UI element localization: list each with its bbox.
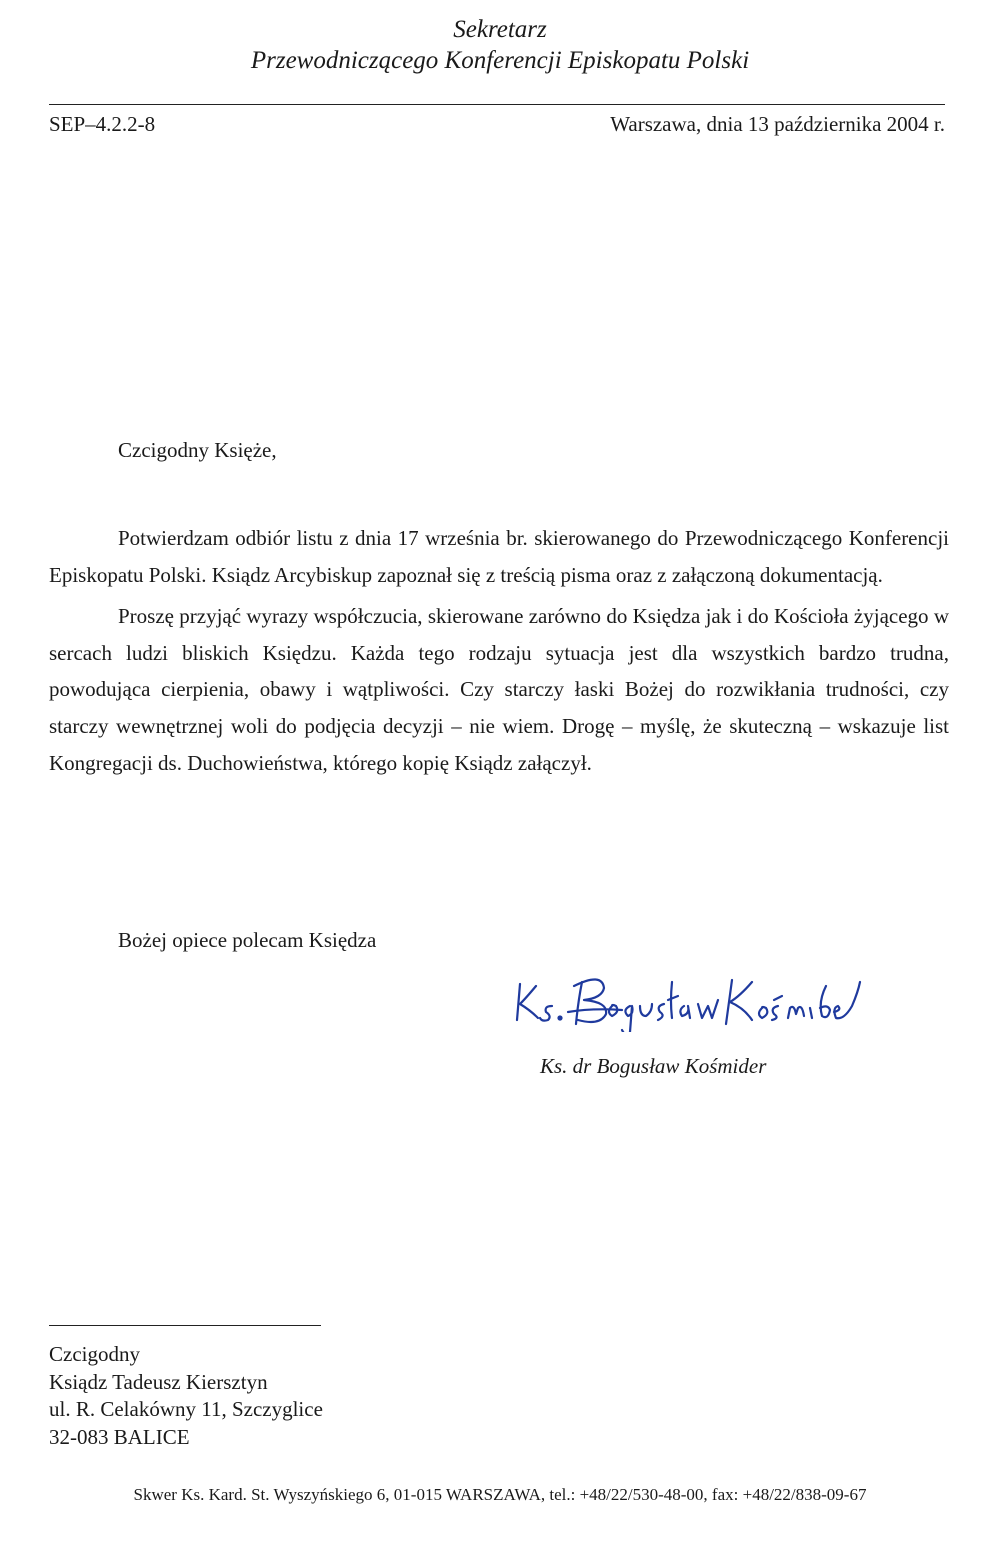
letterhead: [0, 14, 1000, 76]
header-divider: [49, 104, 945, 105]
signer-name: Ks. dr Bogusław Kośmider: [540, 1054, 767, 1078]
body-paragraph: Potwierdzam odbiór listu z dnia 17 września br. skierowanego do Przewodniczącego Konferencji Episkopatu Polski. Ksiądz Arcybiskup zapoznał się z treścią pisma oraz z załączoną dokumentacją.: [49, 526, 949, 587]
recipient-honorific: Czcigodny: [49, 1342, 140, 1366]
letterhead-subtitle: Przewodniczącego Konferencji Episkopatu Polski: [250, 47, 750, 74]
letter-body: [49, 520, 949, 781]
letterhead-title: Sekretarz: [453, 16, 547, 43]
body-paragraph: Proszę przyjąć wyrazy współczucia, skierowane zarówno do Księdza jak i do Kościoła żyjącego w sercach ludzi bliskich Księdzu. Każda tego rodzaju sytuacja jest dla wszystkich bardzo trudna, powodująca cierpienia, obawy i wątpliwości. Czy starczy łaski Bożej do rozwikłania trudności, czy starczy wewnętrznej woli do podjęcia decyzji – nie wiem. Drogę – myślę, że skuteczną – wskazuje list Kongregacji ds. Duchowieństwa, którego kopię Ksiądz załączył.: [49, 604, 949, 775]
letter-date: Warszawa, dnia 13 października 2004 r.: [610, 112, 945, 136]
recipient-postal-city: 32-083 BALICE: [49, 1424, 190, 1449]
handwritten-signature: [512, 962, 862, 1032]
recipient-street: ul. R. Celakówny 11, Szczyglice: [49, 1397, 323, 1421]
reference-number: SEP–4.2.2-8: [49, 112, 156, 136]
address-divider: [49, 1325, 321, 1326]
salutation: Czcigodny Księże,: [118, 438, 277, 462]
recipient-address: [49, 1341, 323, 1451]
footer-contact: Skwer Ks. Kard. St. Wyszyńskiego 6, 01-015 WARSZAWA, tel.: +48/22/530-48-00, fax: +48/22/838-09-67: [133, 1485, 867, 1504]
recipient-name: Ksiądz Tadeusz Kiersztyn: [49, 1369, 268, 1394]
closing-line: Bożej opiece polecam Księdza: [118, 928, 377, 952]
